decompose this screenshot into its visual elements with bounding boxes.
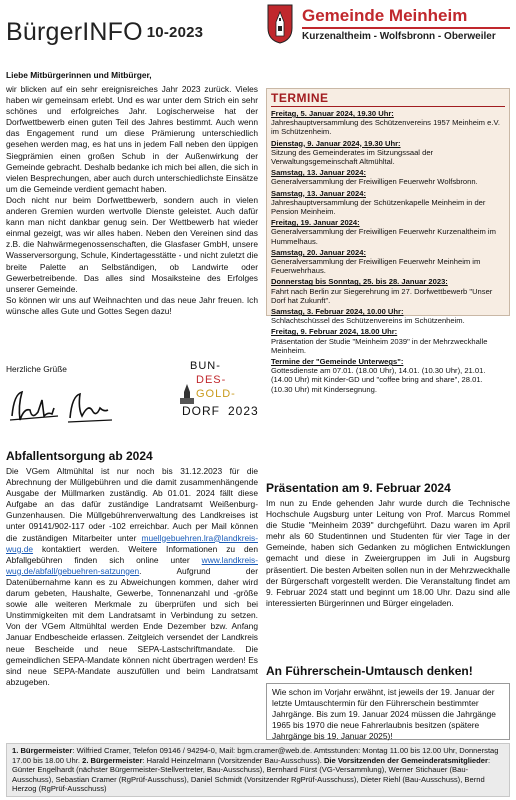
- abfall-text-3: . Aufgrund der Datenübernahme kann es zu Abweichungen kommen, daher wird darum gebeten, Haushalte, Gewerbe, Tonnenanzahl und -größe sowie alle weiteren Merkmale zu überprüfen und sich bei Unstimmigkeiten mit dem Landratsamt in Verbindung zu setzen. Von der VGem Altmühltal werden Ende Dezember bzw. Anfang Januar Endbescheide erlassen. Zeitgleich versendet der Landkreis neue Bescheide und neue SEPA-Lastschriftmandate. Die gemeindlichen SEPA-Mandate können nicht übertragen werden! Es sind neue SEPA-Mandate auszufüllen und beim Landratsamt abzugeben.: [6, 565, 258, 687]
- bundesgolddorf-badge: [180, 360, 270, 430]
- event-date: Freitag, 19. Januar 2024:: [271, 218, 360, 228]
- web-link[interactable]: www.landkreis-wug.de/abfall/gebuehren-satzungen: [6, 554, 258, 576]
- badge-line-3: GOLD-: [196, 388, 236, 400]
- event-text: Schlachtschüssel des Schützenvereins im Schützenheim.: [271, 316, 465, 326]
- event-item: [271, 248, 505, 276]
- badge-line-4: DORF: [182, 404, 220, 418]
- page-header: [0, 0, 516, 60]
- event-date: Dienstag, 9. Januar 2024, 19.30 Uhr:: [271, 138, 401, 148]
- church-tower-icon: [180, 382, 194, 404]
- section-heading-abfall: Abfallentsorgung ab 2024: [6, 449, 153, 463]
- municipality-name: Gemeinde Meinheim: [302, 6, 468, 25]
- event-item: [271, 139, 505, 167]
- event-date: Samstag, 13. Januar 2024:: [271, 168, 366, 178]
- event-item: [271, 168, 505, 186]
- event-text: Sitzung des Gemeinderates im Sitzungssaal der Verwaltungsgemeinschaft Altmühltal.: [271, 147, 434, 167]
- footer-text-3: : Günter Engelhardt (nächster Bürgermeister-Stellvertreter, Bau-Ausschuss), Bernhard Fürst (VG-Versammlung), Werner Stichauer (Bau-Ausschuss), Sebastian Cramer (RgPrüf-Ausschuss), Daniel Schmidt (Vorsitzender RgPrüf-Ausschuss), Dieter Riehl (Bau-Ausschuss), Bernd Herzog (RgPrüf-Ausschuss): [12, 755, 491, 794]
- fuehrerschein-box: Wie schon im Vorjahr erwähnt, ist jeweils der 19. Januar der letzte Umtauschtermin für den Führerschein bestimmter Jahrgänge. Bis zum 19. Januar 2024 müssen die Jahrgänge 1965 bis 1970 die neue Fahrerlaubnis besitzen (spätere Jahrgänge bis 19. Januar 2025)!: [266, 683, 510, 740]
- event-date: Termine der "Gemeinde Unterwegs":: [271, 357, 404, 367]
- event-text: Jahreshauptversammlung des Schützenvereins 1957 Meinheim e.V. im Schützenheim.: [271, 118, 500, 137]
- footer-label-2: 2. Bürgermeister: [82, 755, 143, 765]
- event-date: Samstag, 20. Januar 2024:: [271, 247, 366, 257]
- footer-text-2: : Harald Heinzelmann (Vorsitzender Bau-Ausschuss).: [142, 755, 324, 765]
- title-text: BürgerINFO: [6, 18, 143, 46]
- badge-line-1: BUN-: [190, 360, 221, 372]
- header-divider: [302, 27, 510, 29]
- event-date: Samstag, 13. Januar 2024:: [271, 188, 366, 198]
- event-text: Jahreshauptversammlung der Schützenkapelle Meinheim in der Pension Meinheim.: [271, 197, 486, 217]
- districts-line: Kurzenaltheim - Wolfsbronn - Oberweiler: [302, 31, 496, 42]
- event-item: [271, 109, 505, 137]
- email-link[interactable]: muellgebuehren.lra@landkreis-wug.de: [6, 532, 258, 554]
- event-text: Fahrt nach Berlin zur Siegerehrung im 27. Dorfwettbewerb "Unser Dorf hat Zukunft".: [271, 286, 493, 305]
- event-date: Samstag, 3. Februar 2024, 10.00 Uhr:: [271, 307, 404, 317]
- issue-number: 10-2023: [146, 24, 204, 41]
- greeting: Liebe Mitbürgerinnen und Mitbürger,: [6, 70, 152, 80]
- event-item: [271, 357, 505, 394]
- abfall-text: [6, 466, 258, 688]
- event-text: Generalversammlung der Freiwilligen Feuerwehr Wolfsbronn.: [271, 177, 478, 187]
- event-text: Präsentation der Studie "Meinheim 2039" in der Mehrzweckhalle Meinheim.: [271, 336, 488, 355]
- event-date: Freitag, 9. Februar 2024, 18.00 Uhr:: [271, 327, 398, 337]
- footer-text-1: : Wilfried Cramer, Telefon 09146 / 94294-0, Mail: bgm.cramer@web.de. Amtsstunden: Montag 11.00 bis 12.00 Uhr, Donnerstag 17.00 bis 18.00 Uhr.: [12, 746, 499, 765]
- event-item: [271, 277, 505, 305]
- letter-paragraph-3: So können wir uns auf Weihnachten und das neue Jahr freuen. Ich wünsche alles Gute und Gottes Segen dazu!: [6, 294, 258, 316]
- event-item: [271, 218, 505, 246]
- termine-box: [266, 88, 510, 394]
- letter-paragraph-1: wir blicken auf ein sehr ereignisreiches Jahr 2023 zurück. Vieles haben wir gemeinsam erlebt. Und es war unter dem Strich ein sehr schönes und erfolgreiches Jahr. Logischerweise hat der Dorfwettbewerb einen guten Teil des Jahres bestimmt. Auch wenn das Engagement rund um diese Prämierung unterschiedlich gesehen werden mag, es hat uns in jedem Fall neben den üppigen Siegprämien einen großen Schub in der Außenwirkung der Gemeinde gebracht. Deshalb bedanke ich mich bei allen, die sich in vielen Besprechungen, aber auch durch unterschiedlichste Einsätze um die Gemeinde verdient gemacht haben.: [6, 84, 258, 194]
- section-heading-fuehrerschein: An Führerschein-Umtausch denken!: [266, 664, 473, 678]
- event-item: [271, 327, 505, 355]
- mayor-letter: [6, 84, 258, 317]
- footer-contacts: [6, 743, 510, 797]
- handwritten-signatures: [8, 380, 118, 430]
- newsletter-title: [6, 18, 203, 47]
- badge-year: 2023: [228, 404, 259, 418]
- badge-line-2: DES-: [196, 374, 227, 386]
- event-item: [271, 189, 505, 217]
- event-date: Donnerstag bis Sonntag, 25. bis 28. Januar 2023:: [271, 277, 448, 287]
- event-text: Generalversammlung der Freiwilligen Feuerwehr Meinheim im Feuerwehrhaus.: [271, 257, 481, 276]
- termine-heading: TERMINE: [271, 91, 505, 107]
- praesentation-text: Im nun zu Ende gehenden Jahr wurde durch die Technische Hochschule Augsburg unter Leitung von Prof. Marcus Rommel die Studie "Meinheim 2039" durchgeführt. Dazu waren im April mehr als 60 Studentinnen und Studenten für vier Tage in der Gemeinde, haben sich Gedanken zu möglichen Entwicklungen gemacht und diese in Zweiergruppen im Juli in Augsburg präsentiert. Die besten Arbeiten sollen nun in der Mehrzweckhalle der Bürgerschaft vorgestellt werden. Die Veranstaltung findet am 9. Februar 2024 statt und beginnt um 18.00 Uhr. Dazu sind alle interessierten Bürgerinnen und Bürger eingeladen.: [266, 498, 510, 608]
- event-text: Generalversammlung der Freiwilligen Feuerwehr Kurzenaltheim im Hummelhaus.: [271, 227, 496, 246]
- event-item: [271, 307, 505, 325]
- closing: Herzliche Grüße: [6, 364, 67, 374]
- coat-of-arms-icon: [267, 4, 293, 44]
- footer-label-3: Die Vorsitzenden der Gemeinderatsmitglieder: [323, 755, 488, 765]
- abfall-text-1: Die VGem Altmühltal ist nur noch bis 31.12.2023 für die Abrechnung der Müllgebühren und die damit zusammenhängende Ausgabe der Müllmarken zuständig. Ab 01.01. 2024 fällt diese Aufgabe an das dafür zuständige Landratsamt Weißenburg-Gunzenhausen. Die Müllgebührenverwaltung des Landkreises ist unter 09141/902-117 oder -102 erreichbar. Auch per Mail können die zuständigen Mitarbeiter unter: [6, 466, 258, 543]
- footer-label-1: 1. Bürgermeister: [12, 746, 73, 755]
- letter-paragraph-2: Doch nicht nur beim Dorfwettbewerb, sondern auch in vielen anderen Gremien wurden wertvolle Dienste geleistet. Auch dafür kann man nicht dankbar genug sein. Der Wettbewerb hat wieder einmal gezeigt, was wir alles haben. Neben den Vereinen sind das z.B. die Nahwärmegenossenschaften, die Glasfaser GmbH, unsere Wasserversorgung, Schule, Kindertagesstätte - und nicht zuletzt die breite Palette an Selbständigen, ob Landwirte oder Gewerbetreibende. Das alles sind Mosaiksteine des Erfolges unserer Gemeinde.: [6, 194, 258, 294]
- abfall-text-2: kontaktiert werden. Weitere Informationen zu den Abfallgebühren finden sich online unter: [6, 543, 258, 565]
- event-date: Freitag, 5. Januar 2024, 19.30 Uhr:: [271, 109, 394, 118]
- event-text: Gottesdienste am 07.01. (18.00 Uhr), 14.01. (10.30 Uhr), 21.01. (14.00 Uhr) mit Kinder-GD und "coffee bring and share", 28.01. (10.30 Uhr) mit Kindersegnung.: [271, 366, 486, 394]
- section-heading-praesentation: Präsentation am 9. Februar 2024: [266, 481, 451, 495]
